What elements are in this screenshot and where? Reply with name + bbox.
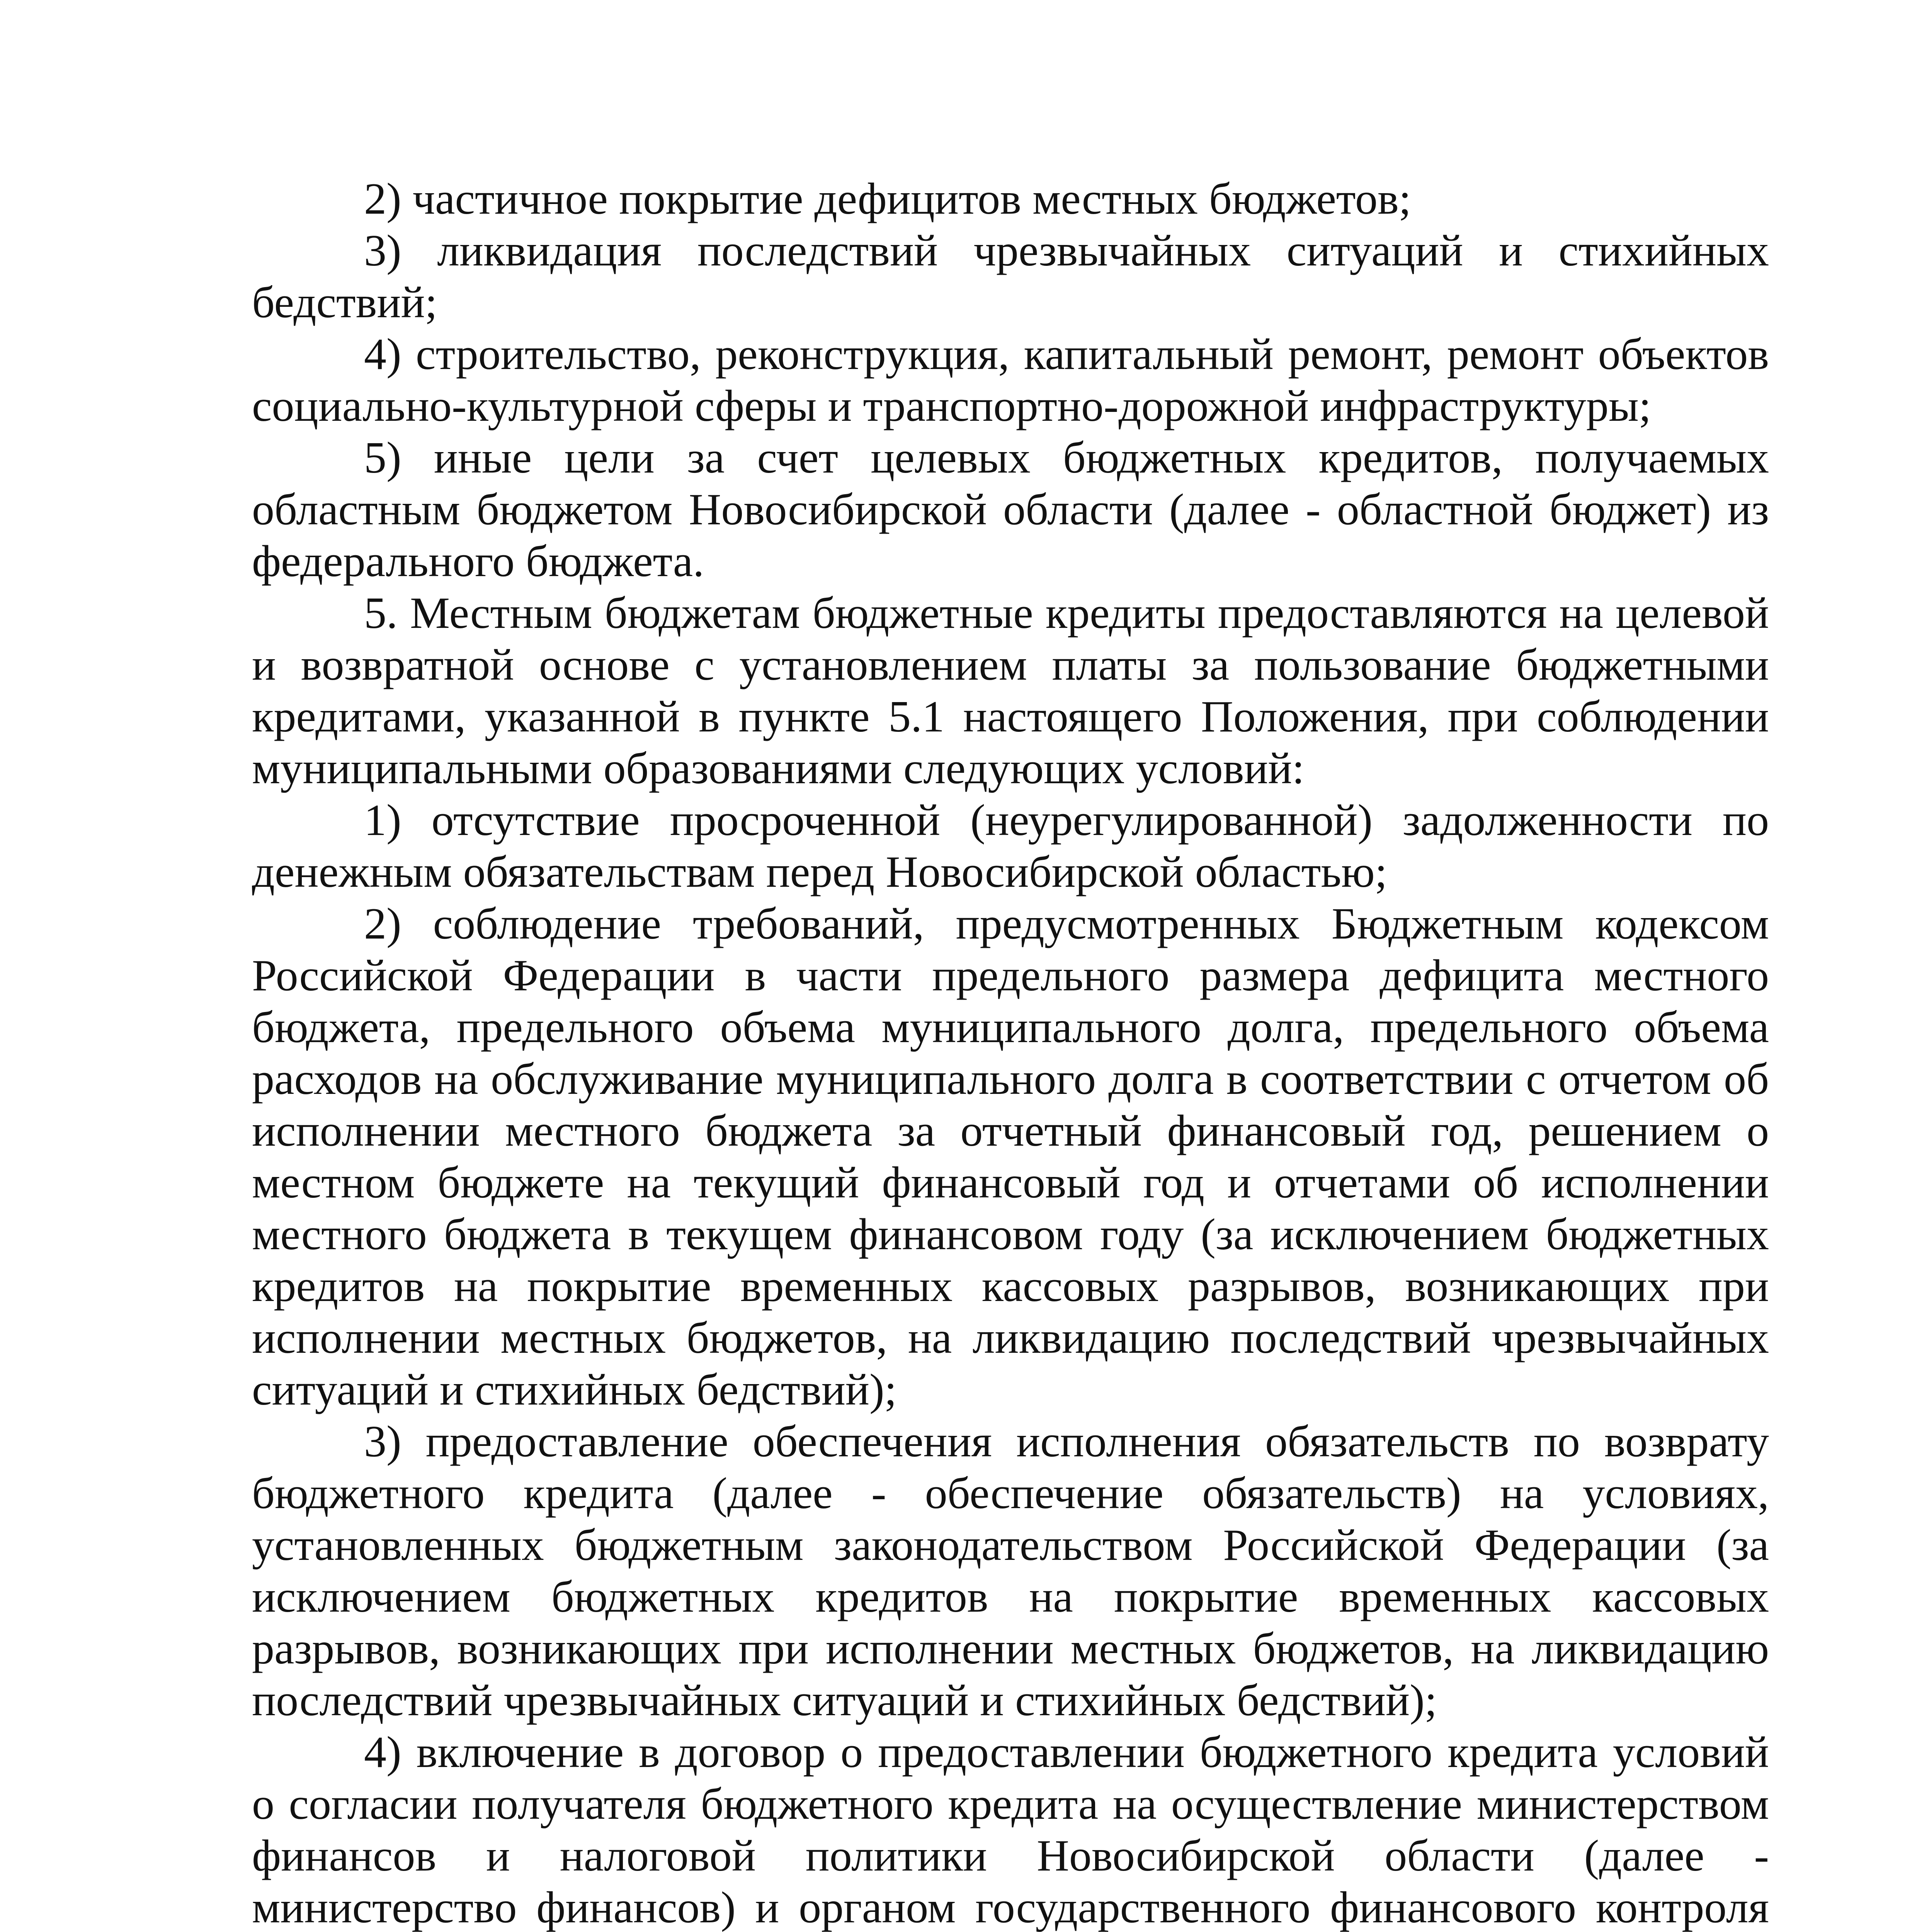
paragraph-item-5: 5) иные цели за счет целевых бюджетных кредитов, получаемых областным бюджетом Новосибирской области (далее - областной бюджет) из федерального бюджета. bbox=[252, 433, 1769, 586]
paragraph-condition-3: 3) предоставление обеспечения исполнения обязательств по возврату бюджетного кредита (далее - обеспечение обязательств) на условиях, установленных бюджетным законодательством Российской Федерации (за исключением бюджетных кредитов на покрытие временных кассовых разрывов, возникающих при исполнении местных бюджетов, на ликвидацию последствий чрезвычайных ситуаций и стихийных бедствий); bbox=[252, 1417, 1769, 1725]
paragraph-condition-2: 2) соблюдение требований, предусмотренных Бюджетным кодексом Российской Федерации в части предельного размера дефицита местного бюджета, предельного объема муниципального долга, предельного объема расходов на обслуживание муниципального долга в соответствии с отчетом об исполнении местного бюджета за отчетный финансовый год, решением о местном бюджете на текущий финансовый год и отчетами об исполнении местного бюджета в текущем финансовом году (за исключением бюджетных кредитов на покрытие временных кассовых разрывов, возникающих при исполнении местных бюджетов, на ликвидацию последствий чрезвычайных ситуаций и стихийных бедствий); bbox=[252, 899, 1769, 1415]
paragraph-item-4: 4) строительство, реконструкция, капитальный ремонт, ремонт объектов социально-культурной сферы и транспортно-дорожной инфраструктуры; bbox=[252, 330, 1769, 431]
paragraph-item-3: 3) ликвидация последствий чрезвычайных ситуаций и стихийных бедствий; bbox=[252, 226, 1769, 327]
paragraph-section-5: 5. Местным бюджетам бюджетные кредиты предоставляются на целевой и возвратной основе с установлением платы за пользование бюджетными кредитами, указанной в пункте 5.1 настоящего Положения, при соблюдении муниципальными образованиями следующих условий: bbox=[252, 588, 1769, 793]
document-body bbox=[252, 173, 1769, 1932]
paragraph-item-2: 2) частичное покрытие дефицитов местных бюджетов; bbox=[364, 174, 1411, 224]
paragraph-condition-4: 4) включение в договор о предоставлении бюджетного кредита условий о согласии получателя бюджетного кредита на осуществление министерством финансов и налоговой политики Новосибирской области (далее - министерство финансов) и органом государственного финансового контроля bbox=[252, 1728, 1769, 1932]
paragraph-condition-1: 1) отсутствие просроченной (неурегулированной) задолженности по денежным обязательствам перед Новосибирской областью; bbox=[252, 796, 1769, 897]
